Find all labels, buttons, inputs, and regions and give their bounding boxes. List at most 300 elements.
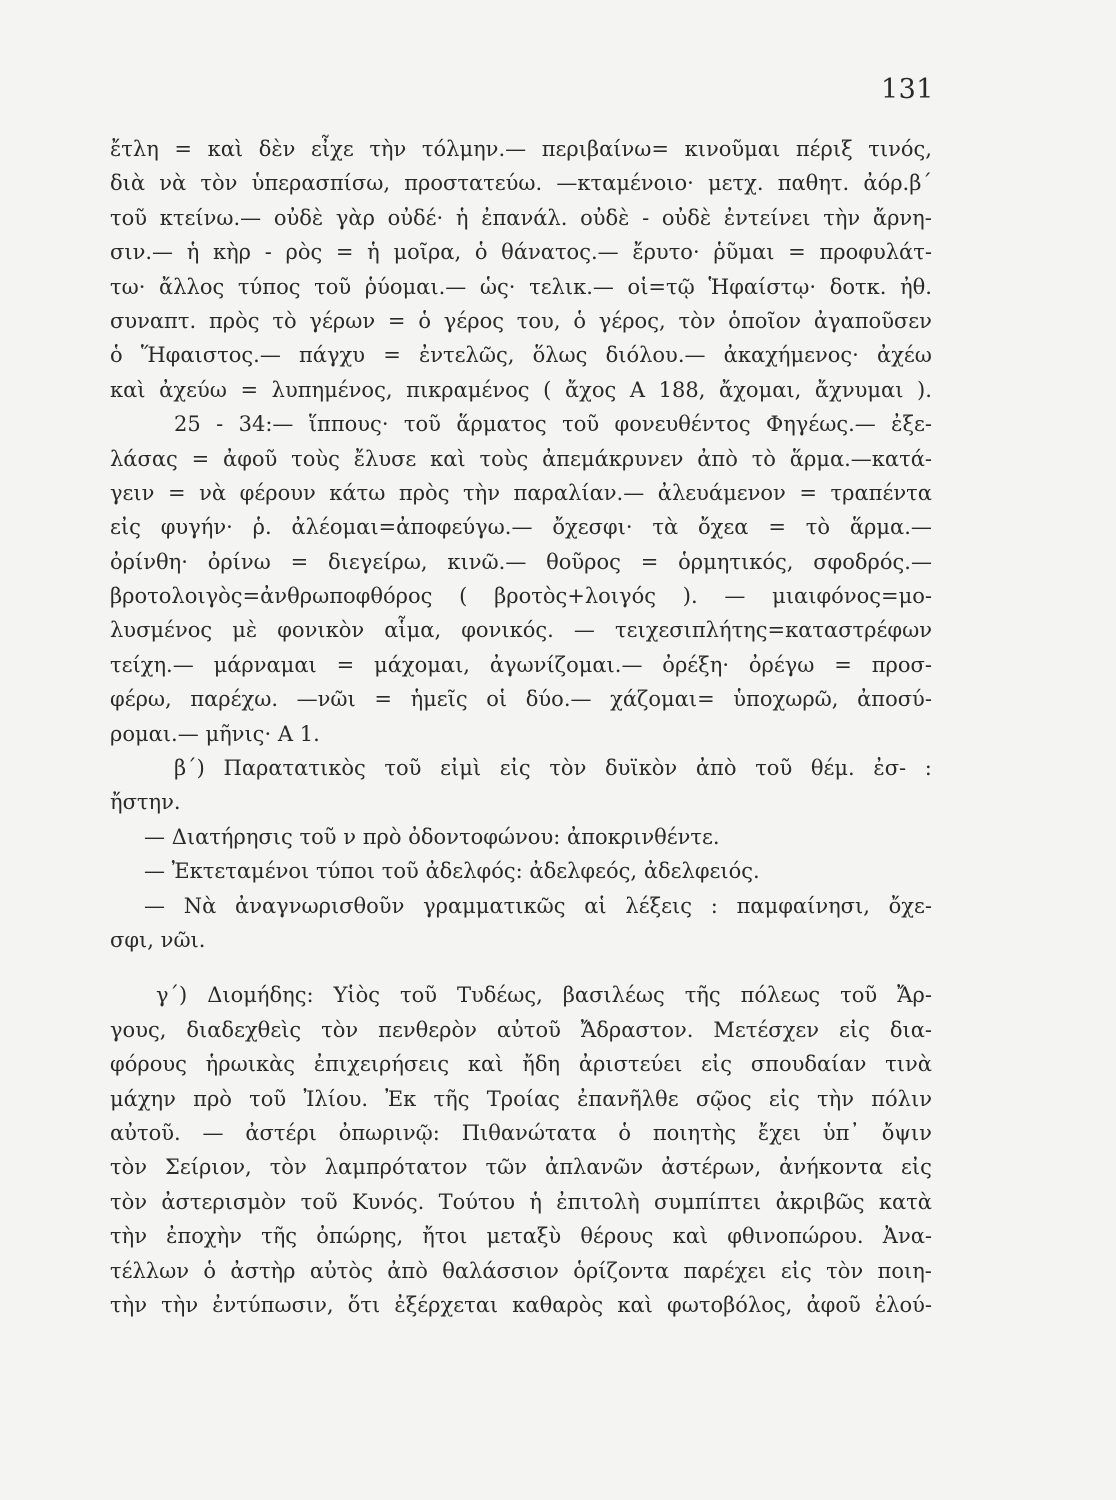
word: γέρος, [598, 308, 666, 333]
text-line [110, 1254, 932, 1288]
word: κινῶ.— [447, 549, 527, 574]
word: = [174, 137, 192, 161]
word: λυσμένος [110, 618, 213, 643]
word: —νῶι [296, 687, 356, 712]
word: ( [459, 584, 468, 609]
word: Ἰλίου. [303, 1086, 369, 1111]
word: ὁ [618, 1120, 632, 1145]
word: φθινοπώρου. [727, 1224, 864, 1249]
text-line [110, 854, 932, 888]
word: τοῦ [562, 412, 600, 437]
word: τὰ [652, 515, 679, 540]
word: τύπος [237, 274, 301, 299]
word: του, [516, 308, 561, 333]
word: ὑπερασπίσω, [251, 171, 391, 196]
word: συμπίπτει [653, 1189, 762, 1214]
word: τοῦ [300, 1189, 338, 1214]
word: ἐξέρχεται [394, 1292, 499, 1317]
word: ἀστὴρ [230, 1258, 296, 1283]
word: ποιητὴς [652, 1120, 737, 1145]
text-line [110, 751, 932, 785]
word: τόλμην.— [421, 137, 527, 161]
word: ἀκαχήμενος· [723, 343, 859, 368]
word: νὰ [159, 171, 187, 196]
text-line [110, 579, 932, 613]
word: = [191, 446, 210, 471]
text-line [110, 442, 932, 476]
word: Ἐκ [385, 1086, 417, 1111]
word: τῆς [684, 983, 721, 1008]
word: ἐπιχειρήσεις [313, 1052, 450, 1077]
word: τὸν [826, 1258, 864, 1283]
word: Υἱὸς [333, 983, 381, 1008]
word: = [788, 240, 806, 265]
text-line [110, 923, 932, 957]
word: τελικ.— [529, 274, 614, 299]
text-line [110, 889, 932, 923]
word: ἀγαποῦσεν [813, 308, 932, 333]
word: ὀπωρινῷ: [338, 1120, 440, 1145]
word: ὑπ᾽ [822, 1120, 860, 1145]
word: τὴν [823, 205, 861, 230]
word: τοῦ [403, 412, 441, 437]
word: ἀριστεύει [578, 1052, 683, 1077]
word: Τυδέως, [456, 983, 543, 1008]
word: σῷος [695, 1086, 752, 1111]
word: πικραμένος [406, 377, 530, 402]
word: τὸ [751, 446, 776, 471]
text-line [110, 820, 932, 854]
text-line [110, 201, 932, 235]
word: Σείριον, [165, 1155, 252, 1180]
word: τὸ [272, 308, 297, 333]
word: τὸν [269, 1155, 307, 1180]
word: = [290, 549, 309, 574]
word: ἀστέρι [245, 1120, 317, 1145]
word: = [768, 515, 786, 540]
word: τοὺς [479, 446, 529, 471]
word: φωτοβόλος, [667, 1292, 793, 1317]
word: μάχην [110, 1086, 176, 1111]
word: ἠθ. [900, 274, 932, 299]
word: βροτολοιγὸς=ἀνθρωποφθόρος [110, 584, 433, 609]
word: καὶ [110, 377, 146, 402]
word: τοῦ [381, 859, 419, 884]
word: ἐλού- [874, 1292, 932, 1317]
word: ἅρμα.— [849, 515, 932, 540]
word: ἀπεμάκρυνεν [542, 446, 684, 471]
word: — [724, 584, 746, 609]
word: εἰς [701, 1052, 733, 1077]
word: γέρων [309, 308, 376, 333]
word: φέρω, [110, 687, 172, 712]
word: ἀνήκοντα [779, 1155, 884, 1180]
word: θέμ. [810, 756, 855, 781]
word: τὴν [369, 137, 407, 161]
word: θάνατος.— [501, 240, 619, 265]
word: ἀκριβῶς [775, 1189, 865, 1214]
word: τὸν [549, 756, 587, 781]
word: τοὺς [291, 446, 340, 471]
word: 1. [299, 721, 320, 746]
word: ἤτοι [422, 1224, 468, 1249]
word: ἡμεῖς [410, 687, 468, 712]
text-line [110, 304, 932, 338]
word: προσ- [871, 652, 932, 677]
word: λαμπρότατον [324, 1155, 468, 1180]
text-line [110, 682, 932, 716]
word: Νὰ [183, 893, 217, 918]
text-line [110, 648, 932, 682]
word: βροτὸς+λοιγός [494, 584, 656, 609]
word: τῶν [485, 1155, 528, 1180]
word: μετχ. [707, 171, 764, 196]
word: ὁ [418, 308, 431, 333]
word: δύο.— [525, 687, 592, 712]
text-line [110, 717, 932, 751]
word: τὸν [678, 308, 716, 333]
word: — [202, 1120, 224, 1145]
word: τὸ [805, 515, 831, 540]
text-line [110, 132, 932, 166]
word: οὐδὲ [273, 205, 324, 230]
text-line [110, 510, 932, 544]
word: Ἥφαιστος.— [140, 343, 281, 368]
word: μάχομαι, [374, 652, 470, 677]
word: τὸν [200, 171, 238, 196]
text-line [110, 373, 932, 407]
commentary-text [110, 132, 932, 1322]
page-number: 131 [880, 74, 934, 105]
word: κάτω [329, 480, 386, 505]
word: ἤστην. [110, 790, 181, 815]
word: ἅρμα.—κατά- [789, 446, 932, 471]
word: καθαρὸς [512, 1292, 604, 1317]
word: ὀρίνω [207, 549, 271, 574]
word: ἀδελφεός, [529, 859, 638, 884]
word: τύποι [315, 859, 376, 884]
word: καὶ [672, 1224, 709, 1249]
text-line [110, 270, 932, 304]
word: ἵππους· [308, 412, 389, 437]
text-line [110, 785, 932, 819]
word: εἰς [838, 1017, 870, 1042]
word: ὄχεσφι· [552, 515, 633, 540]
word: ἡρωικὰς [205, 1052, 296, 1077]
word: τοῦ [755, 756, 793, 781]
word: τοῦ [840, 983, 878, 1008]
text-line [110, 1150, 932, 1184]
word: εἰς [901, 1155, 932, 1180]
word: δὲν [258, 137, 296, 161]
word: τοῦ [399, 983, 437, 1008]
word: — [144, 893, 165, 918]
word: 188, [658, 377, 706, 402]
word: ρομαι.— [110, 721, 199, 746]
text-line [110, 1047, 932, 1081]
word: σπουδαίαν [750, 1052, 867, 1077]
word: παμφαίνησι, [736, 893, 870, 918]
word: πάγχυ [299, 343, 366, 368]
word: θοῦρος [546, 549, 621, 574]
text-line [110, 1185, 932, 1219]
word: κτείνω.— [159, 205, 262, 230]
word: τὸν [110, 1155, 148, 1180]
word: μῆνις· [205, 721, 272, 746]
word: Διομήδης: [207, 983, 314, 1008]
word: = [335, 240, 354, 265]
word: = [336, 652, 355, 677]
word: διὰ [110, 171, 146, 196]
word: σφοδρός.— [813, 549, 932, 574]
word: πρὸς [208, 308, 260, 333]
word: τὸν [321, 1017, 359, 1042]
word: Τούτου [438, 1189, 516, 1214]
word: ὁ [474, 240, 488, 265]
word: ὁ [573, 308, 586, 333]
word: εἰς [780, 1258, 812, 1283]
word: — [144, 824, 165, 849]
word: ἄχος [564, 377, 617, 402]
word: ὄχε- [888, 893, 932, 918]
word: ν [343, 824, 357, 849]
word: διόλου.— [605, 343, 706, 368]
word: ἤδη [522, 1052, 561, 1077]
word: ἄχνυμαι [814, 377, 904, 402]
word: θέρους [580, 1224, 654, 1249]
word: εἰς [768, 1086, 800, 1111]
word: Κυνός. [351, 1189, 425, 1214]
word: τείχη.— [110, 652, 194, 677]
word: εἰς [110, 515, 141, 540]
word: τοῦ [314, 274, 352, 299]
word: φονικός. [461, 618, 554, 643]
word: ἔρυτο· [632, 240, 700, 265]
word: τινός, [868, 137, 932, 161]
word: τοῦ [110, 205, 148, 230]
word: πόλεως [740, 983, 821, 1008]
word: αὐτοῦ. [110, 1120, 181, 1145]
word: ρὸς [285, 240, 323, 265]
text-line [110, 545, 932, 579]
word: πενθερὸν [378, 1017, 477, 1042]
word: δυϊκὸν [605, 756, 678, 781]
word: ἐσ- [873, 756, 907, 781]
word: ἀποσύ- [857, 687, 932, 712]
word: τραπέντα [830, 480, 932, 505]
word: ὁρμητικός, [678, 549, 794, 574]
text-line [110, 1116, 932, 1150]
word: = [374, 687, 392, 712]
word: πρὸ [193, 1086, 232, 1111]
word: Α [629, 377, 646, 402]
word: βασιλέως [562, 983, 665, 1008]
word: Μετέσχεν [713, 1017, 820, 1042]
word: καὶ [617, 1292, 653, 1317]
word: οἱ [486, 687, 508, 712]
word: ἀναγνωρισθοῦν [235, 893, 405, 918]
word: δια- [889, 1017, 932, 1042]
word: μὲ [232, 618, 258, 643]
word: ἀόρ.β΄ [863, 171, 932, 196]
word: παθητ. [777, 171, 850, 196]
word: ἄχομαι, [719, 377, 802, 402]
word: ἐξε- [891, 412, 932, 437]
word: Ἐκτεταμένοι [171, 859, 310, 884]
word: ἀπὸ [387, 1258, 428, 1283]
word: μιαιφόνος=μο- [772, 584, 932, 609]
word: —κταμένοιο· [556, 171, 694, 196]
word: προφυλάτ- [819, 240, 932, 265]
word: ἄλλος [159, 274, 225, 299]
text-line [110, 476, 932, 510]
word: οὐδέ· [387, 205, 444, 230]
word: = [640, 549, 659, 574]
word: ἀπλανῶν [545, 1155, 644, 1180]
word: β΄) [174, 756, 205, 781]
word: ἔχει [757, 1120, 802, 1145]
text-line [110, 235, 932, 269]
word: ἅρματος [456, 412, 547, 437]
word: τῆς [433, 1086, 470, 1111]
word: Ἄδραστον. [580, 1017, 694, 1042]
text-line [110, 613, 932, 647]
word: ). [682, 584, 698, 609]
word: ). [917, 377, 932, 402]
word: τειχεσιπλήτης=καταστρέφων [614, 618, 932, 643]
word: ὅλως [532, 343, 588, 368]
word: ἡ [367, 240, 380, 265]
word: διεγείρω, [328, 549, 428, 574]
word: ὀρέξη· [662, 652, 729, 677]
word: ἡ [455, 205, 469, 230]
word: ὁ [110, 343, 123, 368]
word: αὐτοῦ [496, 1017, 561, 1042]
word: φυγήν· [160, 515, 233, 540]
word: καὶ [207, 137, 244, 161]
word: οὐδὲ [661, 205, 712, 230]
word: εἶχε [311, 137, 354, 161]
word: ἄρνη- [872, 205, 932, 230]
word: ἔλυσε [353, 446, 417, 471]
text-line [110, 338, 932, 372]
word: Παρατατικὸς [223, 756, 366, 781]
word: = [799, 480, 817, 505]
word: 25 [174, 412, 201, 437]
word: καὶ [467, 1052, 504, 1077]
word: ἀχεύω [159, 377, 227, 402]
word: ὀρέγω [748, 652, 815, 677]
word: τὴν [817, 1086, 854, 1111]
word: παρέχω. [190, 687, 279, 712]
word: κὴρ [212, 240, 252, 265]
word: αὐτὸς [309, 1258, 373, 1283]
word: — [573, 618, 595, 643]
word: ῥύομαι.— [364, 274, 467, 299]
word: ῥῦμαι [713, 240, 775, 265]
word: αἱ [584, 893, 607, 918]
word: : [924, 756, 932, 781]
word: παρέχει [683, 1258, 767, 1283]
word: ἐπανῆλθε [577, 1086, 679, 1111]
word: ὄχεα [698, 515, 749, 540]
word: ὄψιν [881, 1120, 932, 1145]
word: εἰμὶ [440, 756, 482, 781]
word: Πιθανώτατα [461, 1120, 597, 1145]
word: ἐπανάλ. [481, 205, 568, 230]
word: δοτκ. [829, 274, 887, 299]
word: = [167, 480, 186, 505]
word: μεταξὺ [486, 1224, 562, 1249]
word: τὴν [463, 480, 500, 505]
word: αἷμα, [384, 618, 442, 643]
word: μοῖρα, [393, 240, 462, 265]
word: ἐπιτολὴ [556, 1189, 640, 1214]
word: κινοῦμαι [684, 137, 781, 161]
word: Διατήρησις [171, 824, 293, 849]
word: Φηγέως.— [765, 412, 876, 437]
word: καὶ [430, 446, 466, 471]
word: φονευθέντος [614, 412, 751, 437]
word: τινὰ [885, 1052, 932, 1077]
word: γὰρ [335, 205, 375, 230]
word: παραλίαν.— [513, 480, 645, 505]
word: προστατεύω. [404, 171, 543, 196]
word: τέλλων [110, 1258, 190, 1283]
word: γειν [110, 480, 155, 505]
word: = [834, 652, 852, 677]
word: ὁ [203, 1258, 217, 1283]
text-line [110, 1288, 932, 1322]
word: Ἡφαίστῳ· [708, 274, 817, 299]
word: τω· [110, 274, 146, 299]
word: τοῦ [249, 1086, 287, 1111]
word: κατὰ [878, 1189, 932, 1214]
word: ὑποχωρῶ, [733, 687, 839, 712]
word: γραμματικῶς [423, 893, 566, 918]
word: ἀποκρινθέντε. [567, 824, 720, 849]
word: = [387, 308, 406, 333]
word: ἀδελφός: [425, 859, 523, 884]
text-line [110, 166, 932, 200]
word: θαλάσσιον [442, 1258, 559, 1283]
word: ( [543, 377, 552, 402]
word: νὰ [199, 480, 227, 505]
word: φόρους [110, 1052, 187, 1077]
word: πέριξ [795, 137, 853, 161]
word: Ἀνα- [882, 1224, 932, 1249]
word: ἐντύπωσιν, [212, 1292, 334, 1317]
word: λάσας [110, 446, 178, 471]
word: χάζομαι= [610, 687, 715, 712]
word: τοῦ [384, 756, 422, 781]
word: μάρναμαι [213, 652, 317, 677]
word: πόλιν [871, 1086, 932, 1111]
word: σφι, [110, 927, 154, 952]
word: = [240, 377, 259, 402]
word: ἀχέω [877, 343, 932, 368]
word: ἔτλη [110, 137, 159, 161]
word: Τροίας [486, 1086, 560, 1111]
word: φονικὸν [277, 618, 365, 643]
word: ὀδοντοφώνου: [408, 824, 561, 849]
word: ἐποχὴν [166, 1224, 242, 1249]
word: τῆς [261, 1224, 298, 1249]
word: τὴν [110, 1292, 147, 1317]
word: ὡς· [479, 274, 516, 299]
word: ἐντείνει [723, 205, 811, 230]
word: τοῦ [299, 824, 337, 849]
